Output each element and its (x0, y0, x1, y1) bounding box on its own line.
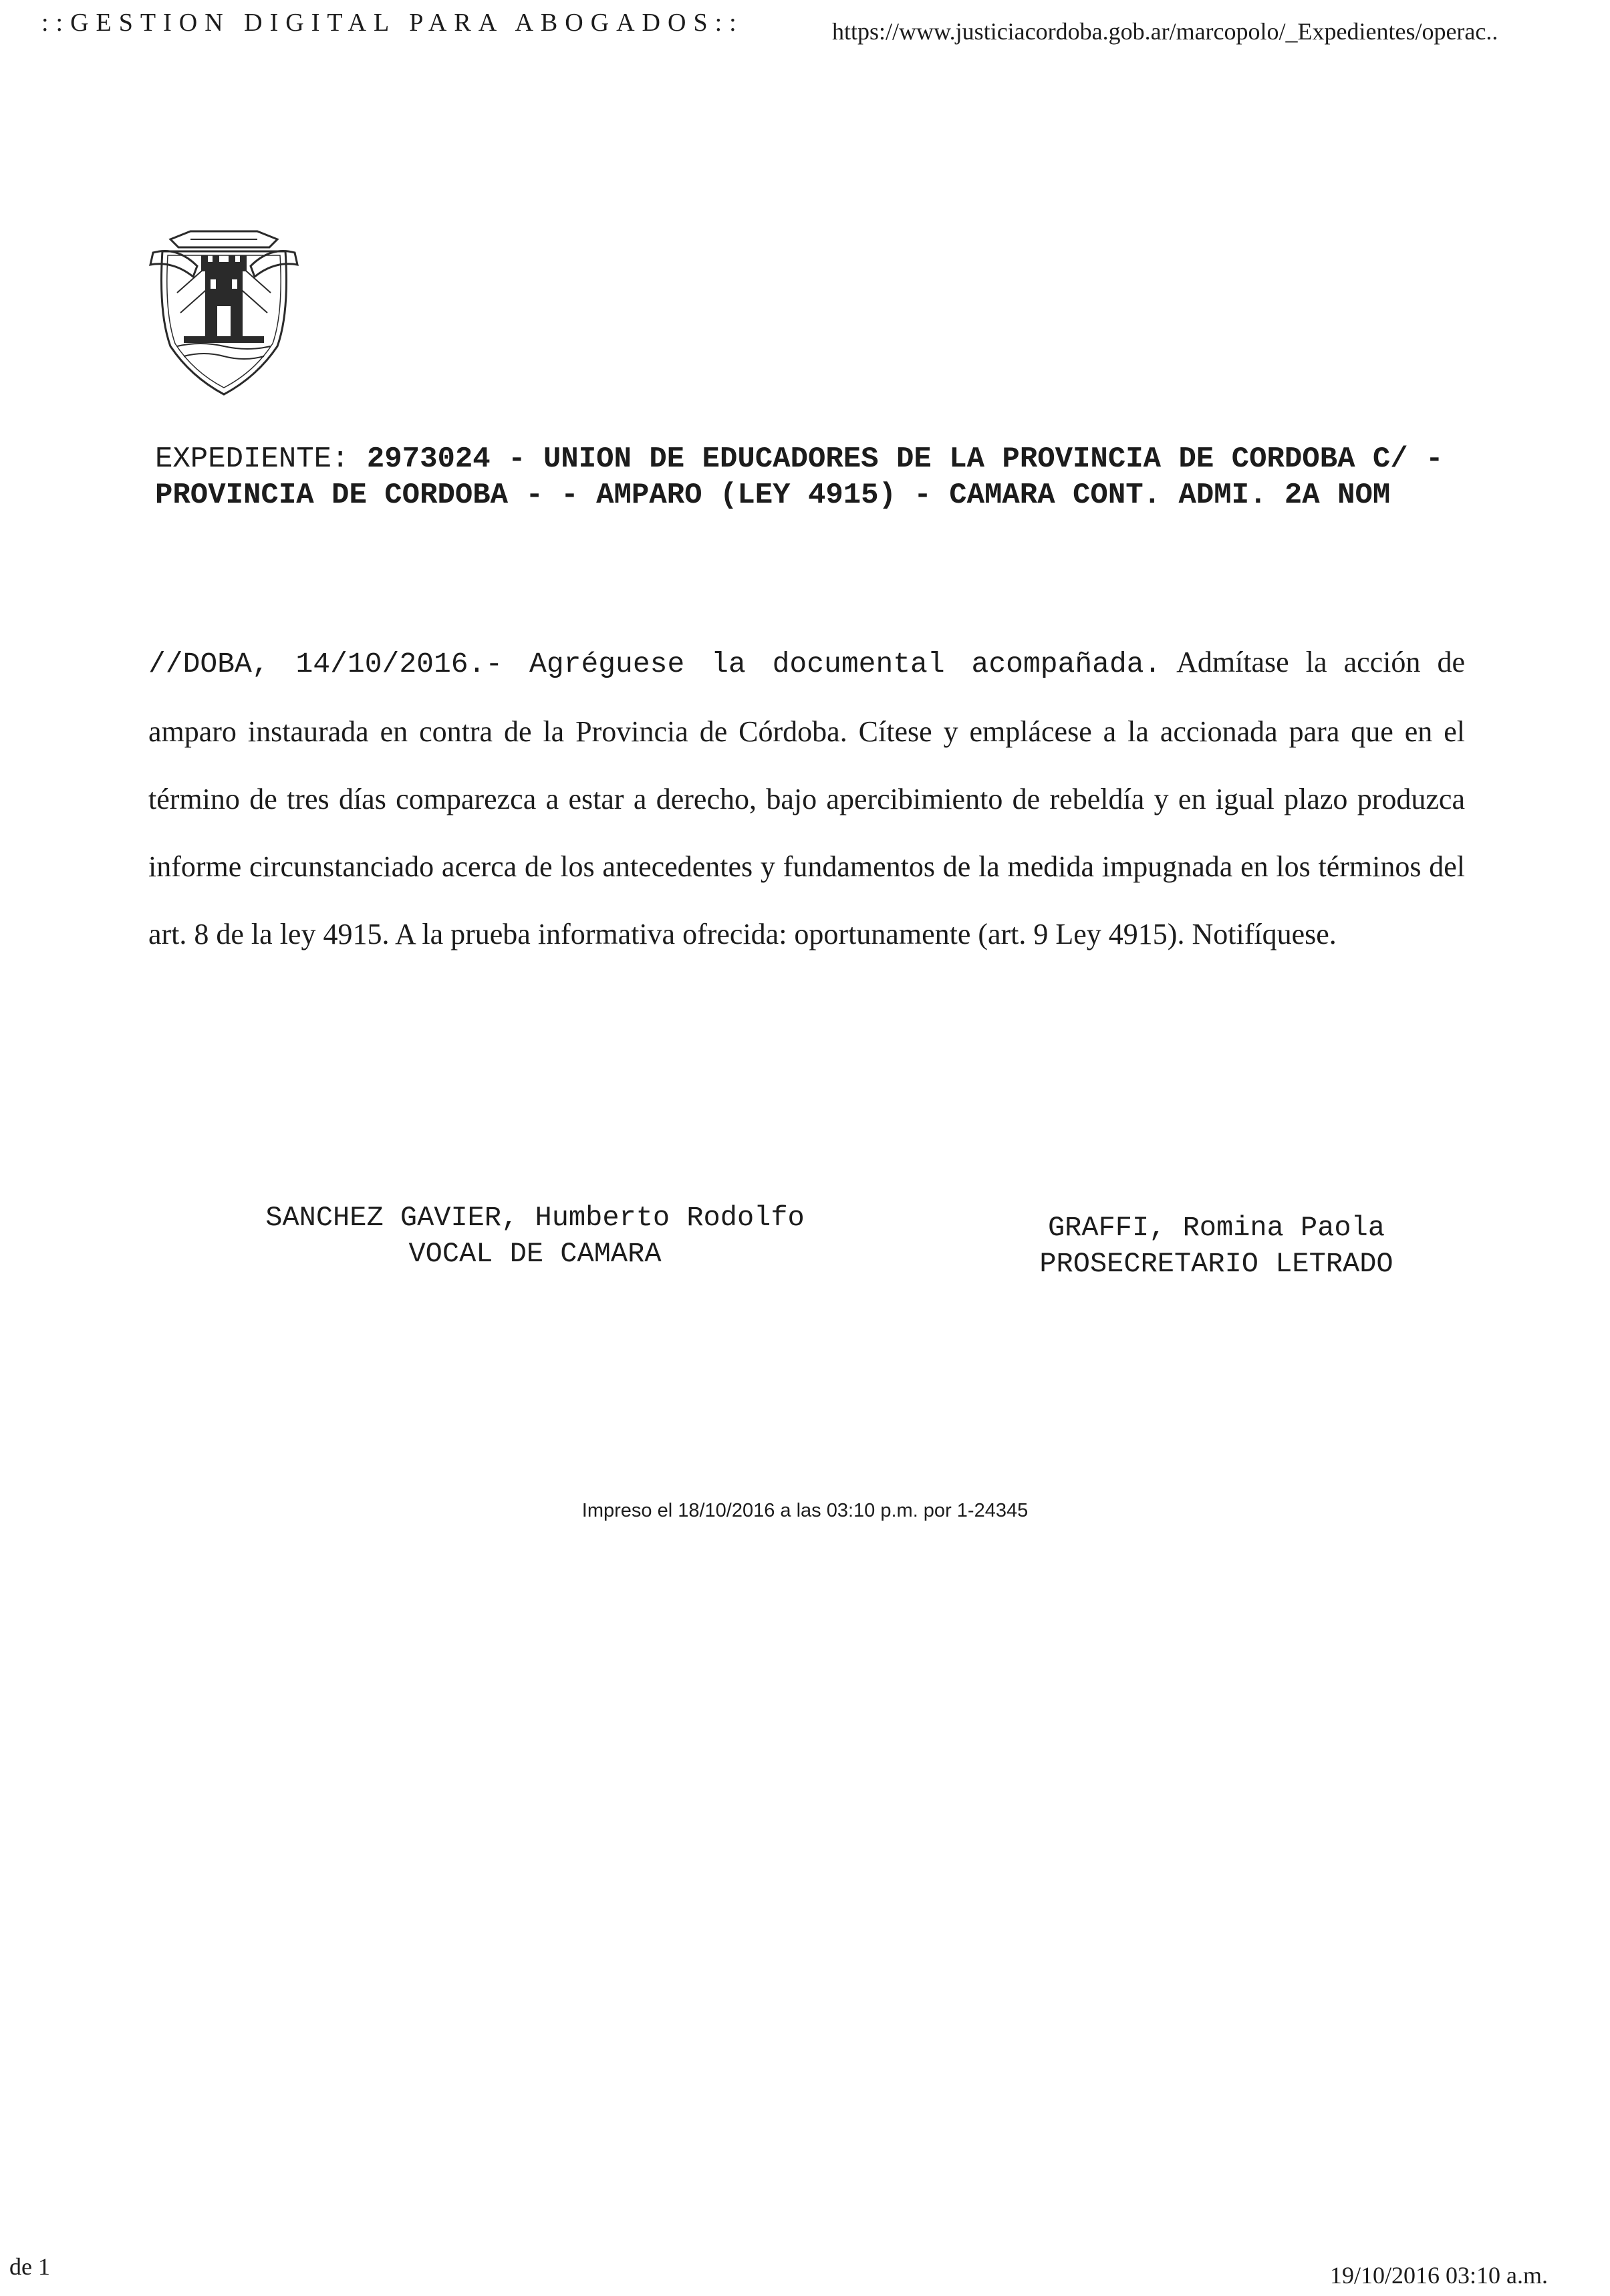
signatory-role: PROSECRETARIO LETRADO (1039, 1248, 1393, 1280)
resolution-opening: //DOBA, 14/10/2016.- Agréguese la documental acompañada. (148, 648, 1162, 680)
expediente-title: 2973024 - UNION DE EDUCADORES DE LA PROVINCIA DE CORDOBA C/ - PROVINCIA DE CORDOBA - - AMPARO (LEY 4915) - CAMARA CONT. ADMI. 2A NOM (155, 442, 1444, 512)
resolution-body: Admítase la acción de amparo instaurada en contra de la Provincia de Córdoba. Cítese y emplácese a la accionada para que en el término de tres días comparezca a estar a derecho, bajo apercibimiento de rebeldía y en igual plazo produzca informe circunstanciado acerca de los antecedentes y fundamentos de la medida impugnada en los términos del art. 8 de la ley 4915. A la prueba informativa ofrecida: oportunamente (art. 9 Ley 4915). Notifíquese. (148, 646, 1466, 950)
site-header-title: ::GESTION DIGITAL PARA ABOGADOS:: (41, 9, 744, 37)
page-count: de 1 (9, 2253, 50, 2280)
signature-block-vocal (213, 1200, 857, 1272)
signature-block-prosecretario (996, 1210, 1437, 1282)
page-url: https://www.justiciacordoba.gob.ar/marcopolo/_Expedientes/operac.. (832, 18, 1498, 45)
expediente-heading (155, 441, 1465, 513)
print-stamp (0, 1500, 1610, 1522)
resolution-text (148, 628, 1465, 968)
print-stamp-text: Impreso el 18/10/2016 a las 03:10 p.m. por 1-24345 (581, 1500, 1029, 1521)
footer-datetime: 19/10/2016 03:10 a.m. (1330, 2262, 1548, 2289)
expediente-label: EXPEDIENTE: (155, 442, 350, 476)
signatory-name: GRAFFI, Romina Paola (1047, 1212, 1385, 1244)
signatory-name: SANCHEZ GAVIER, Humberto Rodolfo (265, 1202, 805, 1234)
coat-of-arms-cordoba-icon (144, 213, 304, 396)
signatory-role: VOCAL DE CAMARA (408, 1238, 662, 1270)
